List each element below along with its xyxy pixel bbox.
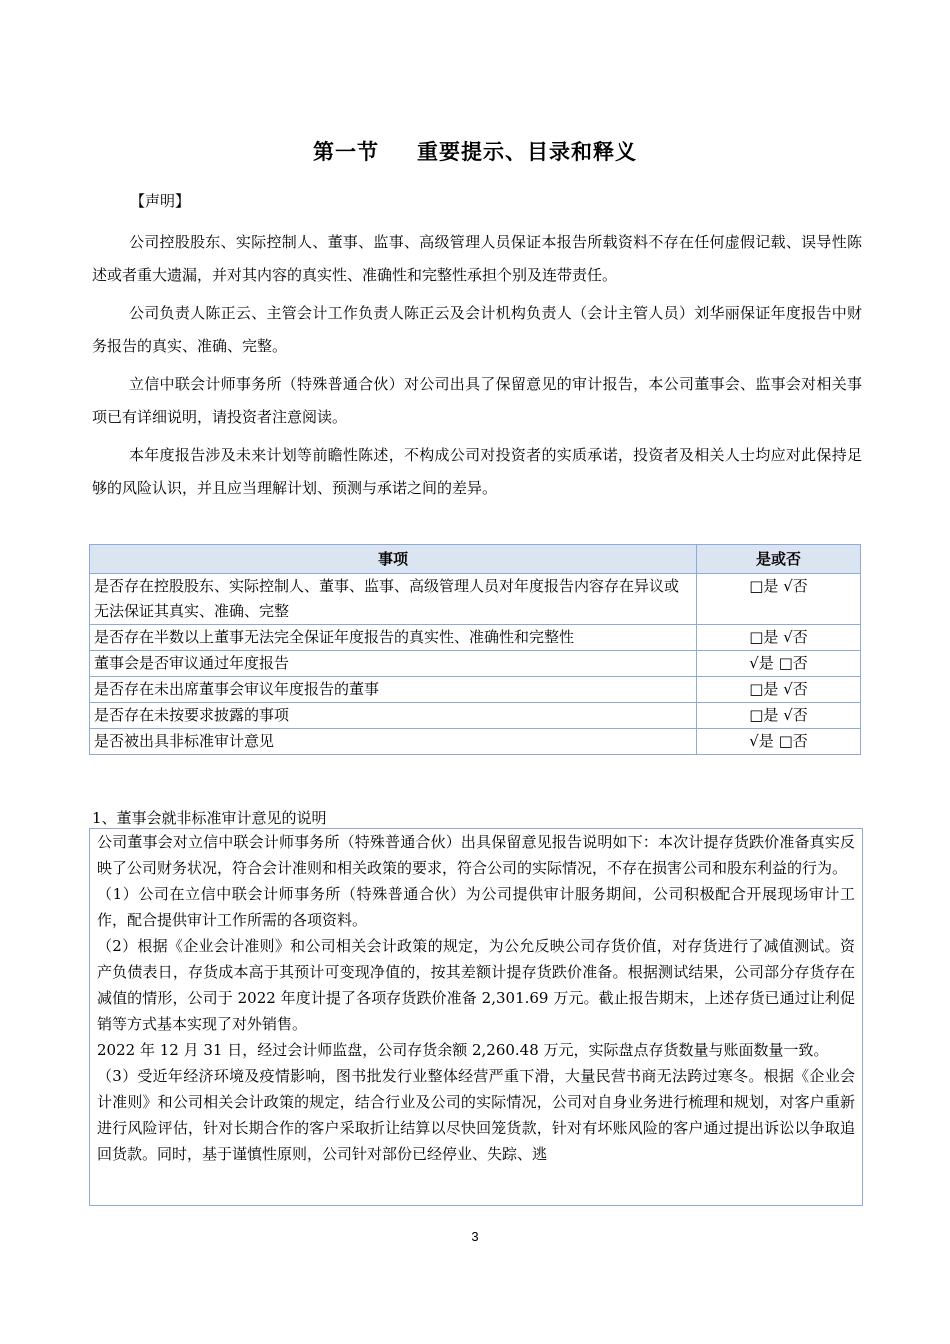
row-item: 是否存在未按要求披露的事项 bbox=[90, 703, 697, 729]
section-number: 第一节 bbox=[313, 140, 379, 164]
paragraph: 立信中联会计师事务所（特殊普通合伙）对公司出具了保留意见的审计报告，本公司董事会、监事会对相关事项已有详细说明，请投资者注意阅读。 bbox=[92, 375, 862, 426]
row-answer: □是 √否 bbox=[697, 574, 861, 625]
note-paragraph: （1）公司在立信中联会计师事务所（特殊普通合伙）为公司提供审计服务期间，公司积极配合开展现场审计工作，配合提供审计工作所需的各项资料。 bbox=[97, 885, 855, 929]
declaration-label: 【声明】 bbox=[130, 192, 191, 210]
note-paragraph: 2022 年 12 月 31 日，经过会计师监盘，公司存货余额 2,260.48 万元，实际盘点存货数量与账面数量一致。 bbox=[97, 1041, 829, 1059]
row-answer: □是 √否 bbox=[697, 625, 861, 651]
declaration-paragraphs bbox=[92, 226, 862, 510]
row-answer: □是 √否 bbox=[697, 677, 861, 703]
column-header-answer: 是或否 bbox=[697, 545, 861, 574]
row-answer: √是 □否 bbox=[697, 651, 861, 677]
row-item: 是否存在半数以上董事无法完全保证年度报告的真实性、准确性和完整性 bbox=[90, 625, 697, 651]
note-paragraph: 公司董事会对立信中联会计师事务所（特殊普通合伙）出具保留意见报告说明如下：本次计提存货跌价准备真实反映了公司财务状况，符合会计准则和相关政策的要求，符合公司的实际情况，不存在损害公司和股东利益的行为。 bbox=[97, 833, 855, 877]
table-row bbox=[90, 729, 861, 755]
section-name: 重要提示、目录和释义 bbox=[417, 140, 637, 164]
table-row bbox=[90, 703, 861, 729]
table-header-row bbox=[90, 545, 861, 574]
row-item: 董事会是否审议通过年度报告 bbox=[90, 651, 697, 677]
row-answer: √是 □否 bbox=[697, 729, 861, 755]
section-title bbox=[0, 136, 950, 166]
paragraph: 本年度报告涉及未来计划等前瞻性陈述，不构成公司对投资者的实质承诺，投资者及相关人士均应对此保持足够的风险认识，并且应当理解计划、预测与承诺之间的差异。 bbox=[92, 446, 862, 497]
row-item: 是否被出具非标准审计意见 bbox=[90, 729, 697, 755]
row-item: 是否存在未出席董事会审议年度报告的董事 bbox=[90, 677, 697, 703]
table-row bbox=[90, 574, 861, 625]
board-note-heading: 1、董事会就非标准审计意见的说明 bbox=[92, 809, 327, 827]
page-number: 3 bbox=[471, 1229, 479, 1244]
paragraph: 公司控股股东、实际控制人、董事、监事、高级管理人员保证本报告所载资料不存在任何虚假记载、误导性陈述或者重大遗漏，并对其内容的真实性、准确性和完整性承担个别及连带责任。 bbox=[92, 233, 862, 284]
row-answer: □是 √否 bbox=[697, 703, 861, 729]
board-note-box bbox=[89, 828, 863, 1206]
paragraph: 公司负责人陈正云、主管会计工作负责人陈正云及会计机构负责人（会计主管人员）刘华丽保证年度报告中财务报告的真实、准确、完整。 bbox=[92, 304, 862, 355]
column-header-item: 事项 bbox=[90, 545, 697, 574]
note-paragraph: （3）受近年经济环境及疫情影响，图书批发行业整体经营严重下滑，大量民营书商无法跨过寒冬。根据《企业会计准则》和公司相关会计政策的规定，结合行业及公司的实际情况，公司对自身业务进行梳理和规划，对客户重新进行风险评估，针对长期合作的客户采取折让结算以尽快回笼货款，针对有坏账风险的客户通过提出诉讼以争取追回货款。同时，基于谨慎性原则，公司针对部份已经停业、失踪、逃 bbox=[97, 1067, 855, 1163]
table-row bbox=[90, 677, 861, 703]
confirmation-table bbox=[89, 544, 861, 755]
note-paragraph: （2）根据《企业会计准则》和公司相关会计政策的规定，为公允反映公司存货价值，对存货进行了减值测试。资产负债表日，存货成本高于其预计可变现净值的，按其差额计提存货跌价准备。根据测试结果，公司部分存货存在减值的情形，公司于 2022 年度计提了各项存货跌价准备 2,301.69 万元。截止报告期末，上述存货已通过让利促销等方式基本实现了对外销售。 bbox=[97, 937, 855, 1033]
row-item: 是否存在控股股东、实际控制人、董事、监事、高级管理人员对年度报告内容存在异议或无法保证其真实、准确、完整 bbox=[90, 574, 697, 625]
table-row bbox=[90, 651, 861, 677]
table-row bbox=[90, 625, 861, 651]
